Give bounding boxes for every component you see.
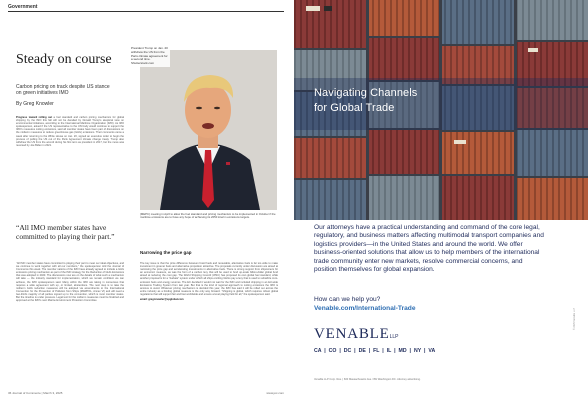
body-column-right [140, 262, 278, 384]
section-label: Government [8, 4, 38, 10]
office-locations: CA | CO | DC | DE | FL | IL | MD | NY | VA [314, 348, 436, 354]
ad-headline-line-2: for Global Trade [314, 102, 395, 114]
venable-advertisement [294, 0, 588, 400]
section-divider [8, 11, 284, 12]
article-photo [140, 50, 277, 210]
lead-in: Progress toward rolling out [16, 116, 53, 119]
article-deck: Carbon pricing on track despite US stance on green initiatives IMO [16, 84, 110, 96]
president-photo-illustration [140, 50, 277, 210]
ad-call-to-action: How can we help you? [314, 296, 381, 303]
logo-suffix: LLP [389, 334, 399, 340]
pull-quote: “All IMO member states have committed to playing their part.” [16, 223, 115, 241]
article-headline: Steady on course [16, 52, 112, 67]
ad-link[interactable]: Venable.com/International-Trade [314, 305, 416, 312]
attorney-advertising-note: Venable LLP Corp. Res. | 600 Massachusetts Ave. NW Washington DC. Attorney advertising. [314, 378, 421, 381]
footer-site[interactable]: www.joc.com [266, 391, 284, 395]
intro-text: a fuel standard and carbon pricing mechanism for global shipping by the IMO this fall will not be derailed by Donald Trump's skeptical view on environmental initiatives, according to the International Maritime Organization (IMO). As IMO spokesperson, asked if the US representative to the UN body would continue to support the IMO's measures cutting emissions, said all member states have been part of discussions on the midterm measures to reduce greenhouse gas (GHG) emissions. Their comments came a week after returning to the White House on Jan. 20, signed an executive order to begin the process of pulling the US out of the Paris Agreement climate change treaty. Trump also withdrew the US from the accord during his first term as president in 2017, but the move was reversed by Joe Biden in 2021. [16, 116, 124, 147]
photo-credit: Shutterstock.com [131, 61, 155, 66]
section-subhead: Narrowing the price gap [140, 250, 192, 255]
author-email[interactable]: email: greg.knowler@spglobal.com [140, 298, 184, 302]
body-column-intro [16, 116, 124, 208]
logo-wordmark: VENABLE [314, 326, 390, 342]
vertical-copyright: © 2025 Venable LLP [573, 308, 576, 330]
venable-logo [314, 326, 399, 343]
right-column-text: The key issue is that the price difference between fossil fuels and renewable, alternative fuels is far too wide to make investment in greener fuels and alternative propulsion attractive. The proposals currently under discussion are aimed at narrowing the price gap and accelerating investments in alternative fuels. There is strong support from shipowners for an economic measure, as was the form of a carbon levy that will be used to fund up-scale billion-dollar global fund aimed at reducing the cost gap. The World Shipping Council (WSC) has proposed its own global fuel standard, while another proposal is for a “feebate” system under which all ships emitting GHGs pay a levy that is used to subsidize zero-emission fuels and energy sources. The EC decided it would not wait for the IMO and included shipping in an EU-wide Emissions Trading System from last year. But that is the kind of regional approach to cutting emissions the IMO is anxious to avoid. Whatever pricing mechanism is decided this year, the IMO has said it will be rolled out across the entire industry as a binding global measure is the only way forward. “Shipping is global, which requires robust global regulations that will support fair and fast worldwide and ensure a level playing field for all,” the spokesperson said. [140, 262, 278, 296]
continued-text: (MEPC) meeting in April to allow the fuel standard and pricing mechanism to be implemented in October if the maritime emissions are to have any hope of achieving its 2050 interim emissions targets. [140, 212, 276, 220]
ad-body-copy: Our attorneys have a practical understanding and command of the core legal, regulatory, and business matters affecting multimodal transport companies and logistics providers—in the United States and around the world. We offer business-oriented solutions that allow us to help members of the international trade community enter new markets, resolve commercial concerns, and position themselves for global expansion. [314, 224, 544, 274]
ad-headline [314, 86, 417, 116]
article-byline: By Greg Knowler [16, 101, 54, 107]
photo-caption [130, 46, 170, 67]
caption-text: President Trump on Jan. 20 withdrew the US from the Paris climate agreement for a second time. [131, 46, 168, 62]
ad-headline-line-1: Navigating Channels [314, 87, 418, 99]
body-column-left: “All IMO member states have committed to playing their part to meet our ideal objectives, and we continue to work together with all our members,” the spokesperson told the Journal of Commerce this week. The member nations of the IMO have already agreed to include a GHG emissions pricing mechanism as part of the IMO strategy for the Reduction of GHG Emissions that was adopted in 2023. The discussions now are on the details of what such a mechanism will take — the industry standard for implementation, which we remain confident we can achieve, the IMO spokesperson said. Many within the IMO are taking in consensus that requires a wide agreement with up, or limited, abstentions. The next step is to take the midterm GHG reduction measures will be adopted via amendments to the International Convention for the Prevention of Pollution from Ships (MARPOL, Annex VI) and will need a two-thirds majority of all parties signed up to the convention, which is most member states. But the timeline is under pressure. Legal text for the midterm measures must be finalized and approved at the IMO's next Marine Environment Protection Committee [16, 262, 124, 303]
footer-folio: 36 Journal of Commerce | March 3, 2025 [8, 391, 63, 395]
